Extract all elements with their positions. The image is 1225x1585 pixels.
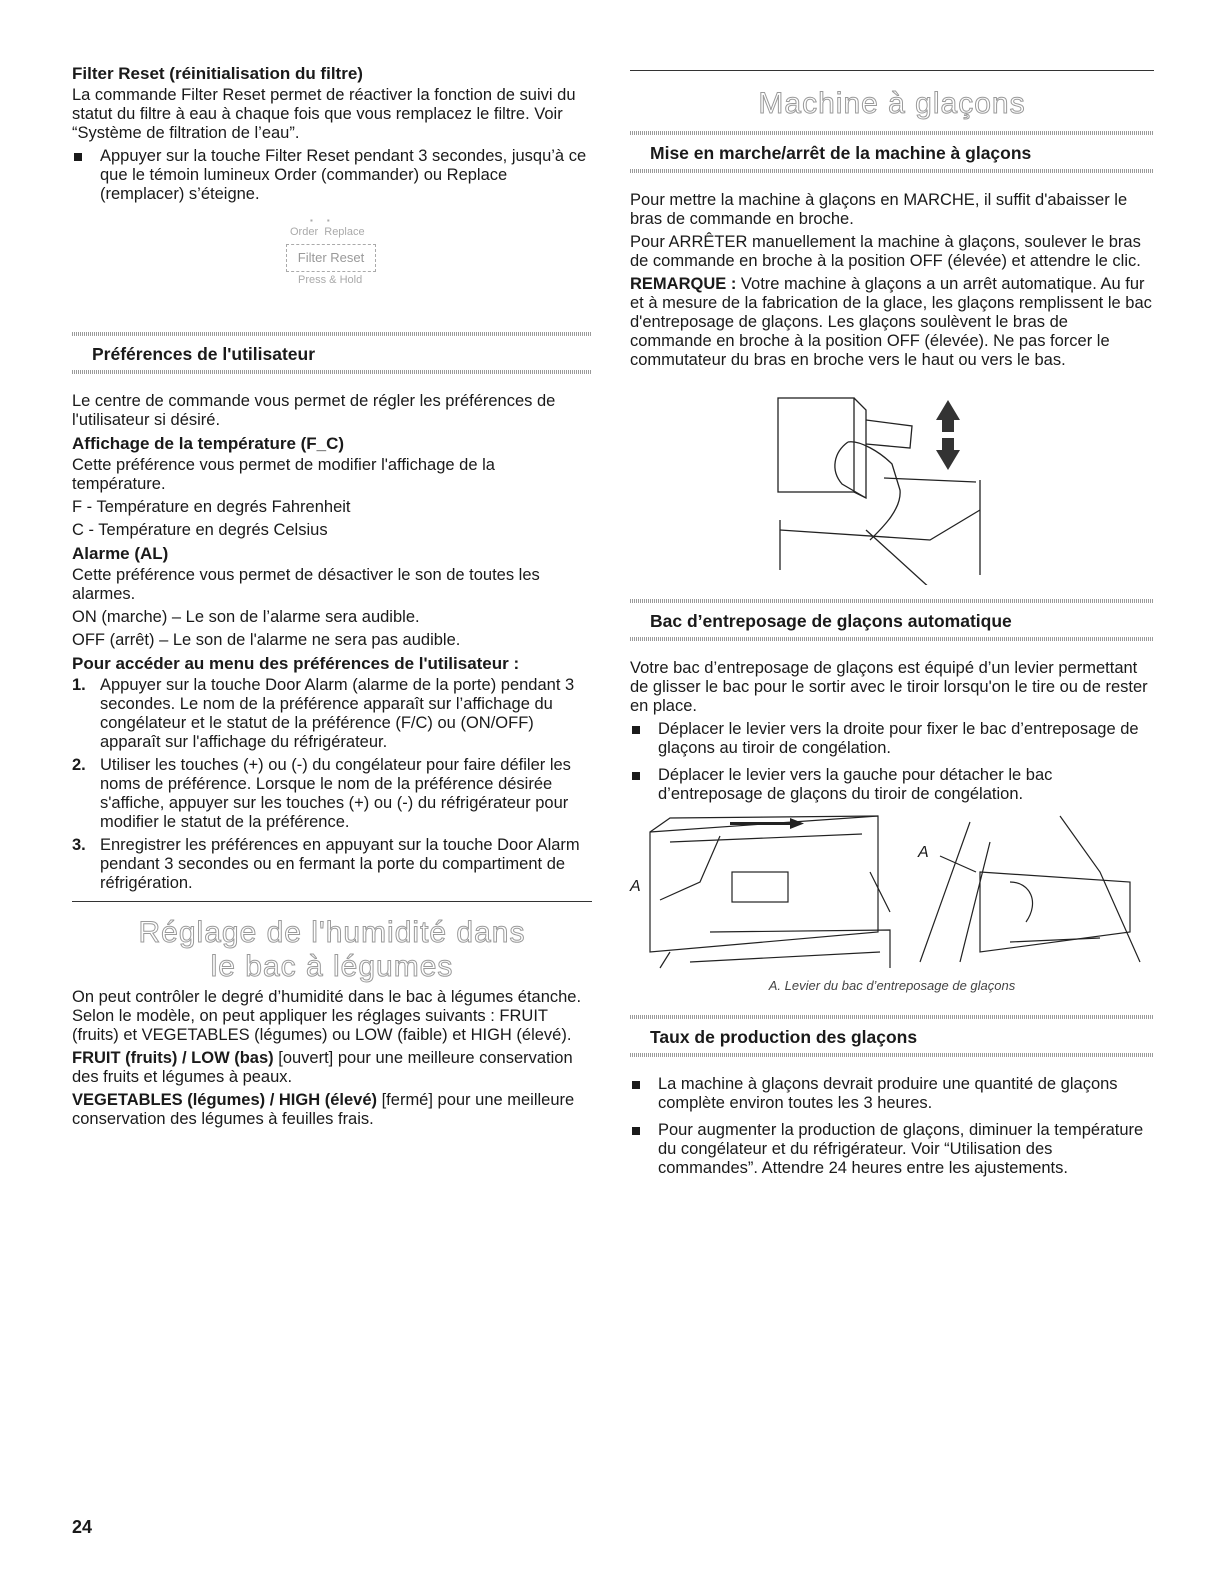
figure-caption: A. Levier du bac d’entreposage de glaçons (768, 978, 1016, 993)
bin-list (630, 720, 1154, 804)
preferences-steps (72, 676, 592, 893)
indicator-labels (290, 226, 365, 238)
hatch-divider (630, 1053, 1154, 1057)
alarm-heading: Alarme (AL) (72, 544, 169, 563)
fruit-setting: FRUIT (fruits) / LOW (bas) [ouvert] pour une meilleure conservation des fruits et légumes à peaux. (72, 1049, 573, 1086)
list-item: 3. Enregistrer les préférences en appuyant sur la touche Door Alarm pendant 3 secondes ou en fermant la porte du compartiment de réfrigération. (72, 836, 580, 892)
filter-reset-button-illustration: Filter Reset (286, 244, 376, 272)
hatch-divider (630, 131, 1154, 135)
indicator-lights-icon: ▪▪ (310, 216, 344, 225)
section-divider (72, 901, 592, 984)
preferences-menu-heading: Pour accéder au menu des préférences de l'utilisateur : (72, 654, 520, 673)
hatch-divider (630, 169, 1154, 173)
section-divider (630, 70, 1154, 121)
temperature-f: F - Température en degrés Fahrenheit (72, 498, 351, 516)
onoff-section-header (630, 121, 1154, 181)
label-a-right: A (918, 844, 929, 861)
hatch-divider (630, 599, 1154, 603)
replace-label: Replace (324, 226, 365, 238)
rate-list (630, 1075, 1154, 1178)
up-down-arrow-icon (936, 400, 960, 470)
bin-text: Votre bac d’entreposage de glaçons est équipé d’un levier permettant de glisser le bac pour le sortir avec le tiroir lorsqu'on le tire ou de rester en place. (630, 659, 1148, 715)
ice-maker-title: Machine à glaçons (758, 87, 1026, 120)
humidity-title-line1: Réglage de l'humidité dans (138, 916, 526, 949)
temperature-display-text: Cette préférence vous permet de modifier l'affichage de la température. (72, 456, 495, 493)
alarm-off: OFF (arrêt) – Le son de l'alarme ne sera pas audible. (72, 631, 461, 649)
bin-section-header (630, 585, 1154, 649)
onoff-text-1: Pour mettre la machine à glaçons en MARCHE, il suffit d'abaisser le bras de commande en broche. (630, 191, 1128, 228)
hatch-divider (630, 1015, 1154, 1019)
list-item: Pour augmenter la production de glaçons, diminuer la température du congélateur et du réfrigérateur. Voir “Utilisation des commandes”. Attendre 24 heures entre les ajustements. (630, 1121, 1154, 1178)
list-item: 2. Utiliser les touches (+) ou (-) du congélateur pour faire défiler les noms de préférence. Lorsque le nom de la préférence désirée s'affiche, appuyer sur les touches (+) ou (-) du réfrigérateur pour modifier le statut de la préférence. (72, 756, 571, 831)
label-a-left: A (630, 878, 641, 895)
temperature-c: C - Température en degrés Celsius (72, 521, 328, 539)
filter-reset-bullet: Appuyer sur la touche Filter Reset pendant 3 secondes, jusqu’à ce que le témoin lumineux Order (commander) ou Replace (remplacer) s’éteigne. (72, 147, 592, 204)
alarm-on: ON (marche) – Le son de l’alarme sera audible. (72, 608, 420, 626)
onoff-text-2: Pour ARRÊTER manuellement la machine à glaçons, soulever le bras de commande en broche à la position OFF (élevée) et attendre le clic. (630, 233, 1141, 270)
onoff-note: REMARQUE : Votre machine à glaçons a un arrêt automatique. Au fur et à mesure de la fabrication de la glace, les glaçons remplissent le bac d'entreposage de glaçons. Les glaçons soulèvent le bras de commande en broche à la position OFF (élevée). Ne pas forcer le commutateur du bras en broche vers le haut ou vers le bas. (630, 275, 1152, 369)
hatch-divider (72, 332, 592, 336)
hatch-divider (72, 370, 592, 374)
arrow-right-icon (730, 818, 804, 829)
ice-bin-drawer-illustration (630, 812, 1154, 972)
filter-reset-figure (72, 212, 592, 308)
list-item: Déplacer le levier vers la gauche pour détacher le bac d’entreposage de glaçons du tiroir de congélation. (630, 766, 1154, 804)
humidity-text: On peut contrôler le degré d’humidité dans le bac à légumes étanche. Selon le modèle, on peut appliquer les réglages suivants : FRUIT (fruits) et VEGETABLES (légumes) ou LOW (faible) et HIGH (élevé). (72, 988, 582, 1044)
bin-heading: Bac d’entreposage de glaçons automatique (650, 611, 1012, 631)
filter-reset-heading: Filter Reset (réinitialisation du filtre) (72, 64, 363, 83)
vegetables-setting: VEGETABLES (légumes) / HIGH (élevé) [fermé] pour une meilleure conservation des légumes à feuilles frais. (72, 1091, 575, 1128)
left-column (72, 64, 592, 1133)
filter-reset-list (72, 147, 592, 204)
list-item: La machine à glaçons devrait produire une quantité de glaçons complète environ toutes les 3 heures. (630, 1075, 1154, 1113)
press-hold-label: Press & Hold (298, 274, 363, 286)
page-number: 24 (72, 1517, 93, 1537)
ice-bin-lever-figure (630, 812, 1154, 972)
rate-section-header (630, 993, 1154, 1065)
onoff-heading: Mise en marche/arrêt de la machine à glaçons (650, 143, 1032, 163)
order-label: Order (290, 226, 319, 238)
preferences-intro: Le centre de commande vous permet de régler les préférences de l'utilisateur si désiré. (72, 392, 556, 429)
list-item: Déplacer le levier vers la droite pour fixer le bac d’entreposage de glaçons au tiroir de congélation. (630, 720, 1154, 758)
humidity-title-line2: le bac à légumes (210, 950, 454, 983)
hatch-divider (630, 637, 1154, 641)
list-item: 1. Appuyer sur la touche Door Alarm (alarme de la porte) pendant 3 secondes. Le nom de la préférence apparaît sur l’affichage du congélateur et le statut de la préférence (F/C) ou (ON/OFF) apparaît sur l'affichage du réfrigérateur. (72, 676, 575, 751)
preferences-heading: Préférences de l'utilisateur (92, 344, 316, 364)
rate-heading: Taux de production des glaçons (650, 1027, 918, 1047)
preferences-section-header (72, 326, 592, 382)
right-column (630, 70, 1154, 1186)
temperature-display-heading: Affichage de la température (F_C) (72, 434, 345, 453)
alarm-text: Cette préférence vous permet de désactiver le son de toutes les alarmes. (72, 566, 540, 603)
ice-maker-arm-illustration (630, 380, 1154, 585)
filter-reset-text: La commande Filter Reset permet de réactiver la fonction de suivi du statut du filtre à eau à chaque fois que vous remplacez le filtre. Voir “Système de filtration de l’eau”. (72, 86, 576, 142)
